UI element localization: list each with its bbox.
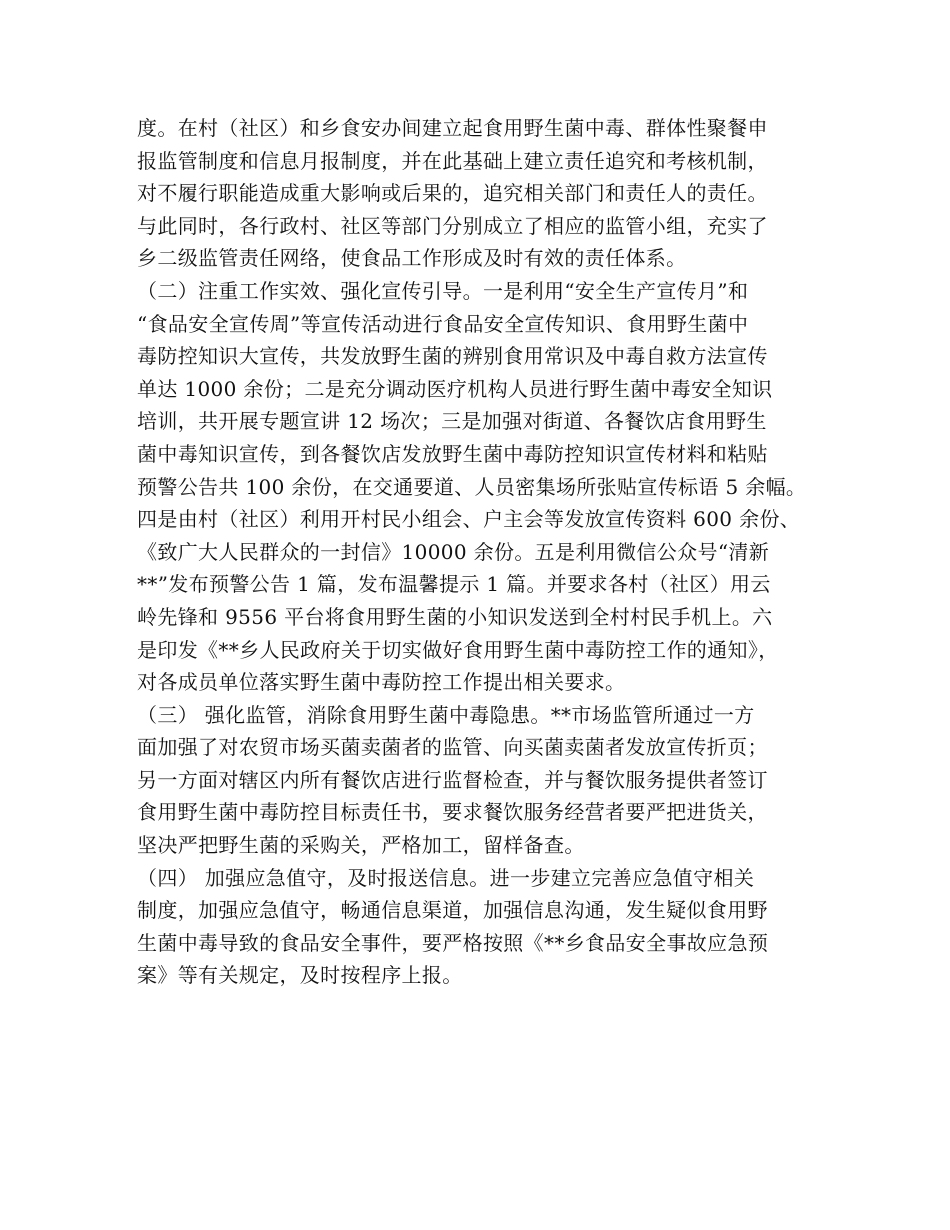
document-body (137, 112, 827, 992)
text-line: 对各成员单位落实野生菌中毒防控工作提出相关要求。 (137, 670, 626, 695)
section-heading-4: （四） 加强应急值守，及时报送信息。进一步建立完善应急值守相关 (137, 865, 755, 890)
text-line: 单达 1000 余份；二是充分调动医疗机构人员进行野生菌中毒安全知识 (137, 376, 773, 401)
section-heading-2: （二）注重工作实效、强化宣传引导。一是利用“安全生产宣传月”和 (137, 278, 749, 303)
text-line: 案》等有关规定，及时按程序上报。 (137, 963, 463, 988)
text-line: 《致广大人民群众的一封信》10000 余份。五是利用微信公众号“清新 (137, 539, 770, 564)
text-line: 岭先锋和 9556 平台将食用野生菌的小知识发送到全村村民手机上。六 (137, 604, 773, 629)
text-line: 菌中毒知识宣传，到各餐饮店发放野生菌中毒防控知识宣传材料和粘贴 (137, 441, 768, 466)
text-line: 与此同时，各行政村、社区等部门分别成立了相应的监管小组，充实了 (137, 213, 768, 238)
text-line: 坚决严把野生菌的采购关，严格加工，留样备查。 (137, 833, 585, 858)
text-line: 报监管制度和信息月报制度，并在此基础上建立责任追究和考核机制， (137, 148, 768, 173)
text-line: 另一方面对辖区内所有餐饮店进行监督检查，并与餐饮服务提供者签订 (137, 767, 768, 792)
text-line: 生菌中毒导致的食品安全事件，要严格按照《**乡食品安全事故应急预 (137, 930, 769, 955)
text-line: 四是由村（社区）利用开村民小组会、户主会等发放宣传资料 600 余份、 (137, 507, 801, 532)
text-line: 培训，共开展专题宣讲 12 场次；三是加强对街道、各餐饮店食用野生 (137, 409, 767, 434)
text-line: 是印发《**乡人民政府关于切实做好食用野生菌中毒防控工作的通知》， (137, 637, 779, 662)
text-line: 预警公告共 100 余份，在交通要道、人员密集场所张贴宣传标语 5 余幅。 (137, 474, 807, 499)
text-line: 度。在村（社区）和乡食安办间建立起食用野生菌中毒、群体性聚餐申 (137, 116, 768, 140)
text-line: 毒防控知识大宣传，共发放野生菌的辨别食用常识及中毒自救方法宣传 (137, 344, 768, 369)
text-line: 食用野生菌中毒防控目标责任书，要求餐饮服务经营者要严把进货关， (137, 800, 768, 825)
text-line: 面加强了对农贸市场买菌卖菌者的监管、向买菌卖菌者发放宣传折页； (137, 735, 768, 760)
text-line: 乡二级监管责任网络，使食品工作形成及时有效的责任体系。 (137, 246, 687, 271)
section-heading-3: （三） 强化监管，消除食用野生菌中毒隐患。**市场监管所通过一方 (137, 702, 755, 727)
text-line: 制度，加强应急值守，畅通信息渠道，加强信息沟通，发生疑似食用野 (137, 898, 768, 923)
text-line: 对不履行职能造成重大影响或后果的，追究相关部门和责任人的责任。 (137, 181, 768, 206)
text-line: **”发布预警公告 1 篇，发布温馨提示 1 篇。并要求各村（社区）用云 (137, 572, 771, 597)
text-line: “食品安全宣传周”等宣传活动进行食品安全宣传知识、食用野生菌中 (137, 311, 749, 336)
